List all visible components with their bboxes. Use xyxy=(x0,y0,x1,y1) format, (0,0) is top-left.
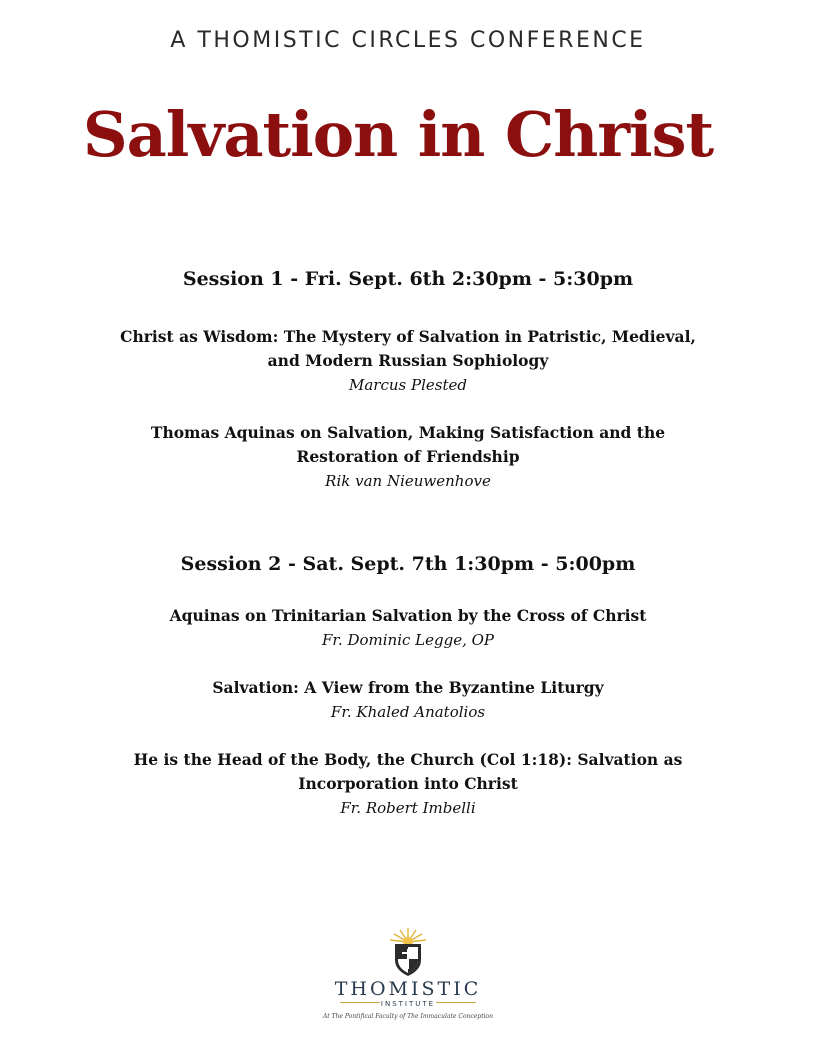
talk-speaker: Fr. Robert Imbelli xyxy=(340,799,476,817)
conference-title: Salvation in Christ xyxy=(82,98,714,171)
talk-title-line: He is the Head of the Body, the Church (Col 1:18): Salvation as xyxy=(133,750,683,769)
talk-title-line: Incorporation into Christ xyxy=(298,774,518,793)
logo-divider-right xyxy=(436,1002,476,1003)
session-1-heading: Session 1 - Fri. Sept. 6th 2:30pm - 5:30pm xyxy=(182,268,634,290)
talk-3 xyxy=(108,604,708,652)
talk-title-line: Salvation: A View from the Byzantine Liturgy xyxy=(212,678,604,697)
logo-subname: INSTITUTE xyxy=(380,1000,436,1008)
session-2-heading: Session 2 - Sat. Sept. 7th 1:30pm - 5:00pm xyxy=(180,553,636,575)
logo-wordmark: THOMISTIC xyxy=(334,978,482,1000)
talk-title-line: Aquinas on Trinitarian Salvation by the Cross of Christ xyxy=(169,606,647,625)
talk-5 xyxy=(108,748,708,820)
talk-1 xyxy=(108,325,708,397)
talk-speaker: Fr. Khaled Anatolios xyxy=(330,703,486,721)
conference-kicker: A THOMISTIC CIRCLES CONFERENCE xyxy=(170,28,646,53)
logo-tagline: At The Pontifical Faculty of The Immaculate Conception xyxy=(322,1013,494,1020)
talk-2 xyxy=(108,421,708,493)
talk-title-line: Christ as Wisdom: The Mystery of Salvation in Patristic, Medieval, xyxy=(120,327,696,346)
talk-title-line: and Modern Russian Sophiology xyxy=(267,351,549,370)
talk-title-line: Restoration of Friendship xyxy=(296,447,520,466)
talk-title-line: Thomas Aquinas on Salvation, Making Satisfaction and the xyxy=(150,423,666,442)
talk-4 xyxy=(108,676,708,724)
talk-speaker: Fr. Dominic Legge, OP xyxy=(321,631,495,649)
talk-speaker: Rik van Nieuwenhove xyxy=(325,472,491,490)
thomistic-institute-logo xyxy=(300,926,516,1026)
shield-crest-icon xyxy=(378,926,438,978)
talk-speaker: Marcus Plested xyxy=(349,376,467,394)
